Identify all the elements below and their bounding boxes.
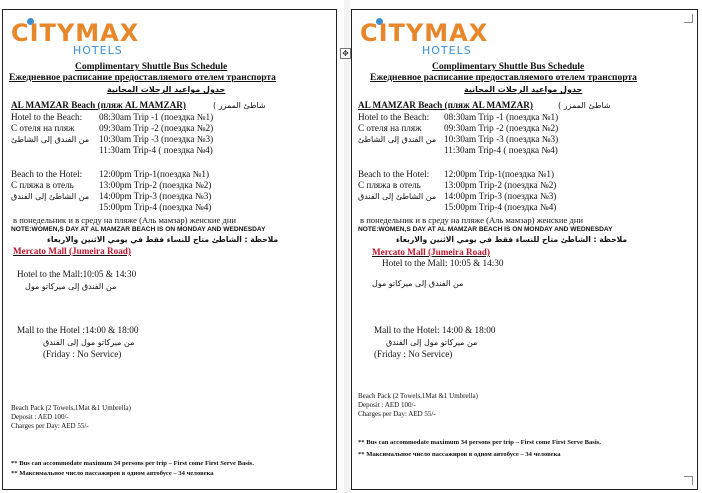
friday-note xyxy=(43,349,121,360)
to-beach-trip-1-2: 08:30am Trip -1 (поездка №1) xyxy=(444,112,559,122)
charges-2: Charges per Day: AED 55/- xyxy=(358,410,436,418)
to-hotel-trip-1-2: 12:00pm Trip-1(поездка №1) xyxy=(444,169,555,179)
note-ru-2: ** Максимальное число пассажиров в одном автобусе – 34 человека xyxy=(358,451,561,458)
friday-text-2: (Friday : No Service) xyxy=(374,349,453,359)
title-ru-2: Ежедневное расписание предоставляемого отелем транспорта xyxy=(370,73,637,83)
to-hotel-trip-4-2: 15:00pm Trip-4 (поездка №4) xyxy=(444,202,557,212)
citymax-logo-2 xyxy=(360,19,489,58)
citymax-logo xyxy=(11,19,140,58)
to-beach-label-1-2: Hotel to the Beach: xyxy=(358,112,430,122)
hotel-to-mall-2: Hotel to the Mall: 10:05 & 14:30 xyxy=(382,258,504,268)
hotel-to-mall-ar: من الفندق إلى ميركاتو مول xyxy=(25,282,117,291)
note-en: ** Bus can accommodate maximum 34 persons per trip – First come First Serve Basis. xyxy=(11,460,254,467)
to-beach-trip-4-2: 11:30am Trip-4 ( поездка №4) xyxy=(444,145,558,155)
ladies-ar-2: ملاحظة : الشاطئ متاح للنساء فقط في يومي الاثنين والاربعاء xyxy=(396,235,628,244)
mall-to-hotel-ar-2: من ميركاتو مول إلى الفندق xyxy=(386,338,478,347)
logo-brand-2: CITYMAX xyxy=(360,19,489,47)
to-hotel-trip-2: 13:00pm Trip-2 (поездка №2) xyxy=(99,180,212,190)
deposit: Deposit : AED 100/- xyxy=(11,413,69,421)
ladies-en: NOTE:WOMEN,S DAY AT AL MAMZAR BEACH IS ON MONDAY AND WEDNESDAY xyxy=(11,226,266,233)
to-hotel-label-2: С пляжа в отель xyxy=(11,180,74,190)
to-beach-trip-3-2: 10:30am Trip -3 (поездка №3) xyxy=(444,134,559,144)
to-beach-trip-2-2: 09:30am Trip -2 (поездка №2) xyxy=(444,123,559,133)
hotel-to-mall: Hotel to the Mall:10:05 & 14:30 xyxy=(17,269,137,279)
to-hotel-trip-4: 15:00pm Trip-4 (поездка №4) xyxy=(99,202,212,212)
friday-note-2 xyxy=(374,349,452,360)
to-beach-trip-4: 11:30am Trip-4 ( поездка №4) xyxy=(99,145,213,155)
ladies-ru: в понедельник и в среду на пляже (Аль мамзар) женские дни xyxy=(13,215,237,225)
beach-heading-ar: ( شاطئ الممزر xyxy=(213,101,266,110)
to-hotel-label-1-2: Beach to the Hotel: xyxy=(358,169,430,179)
to-hotel-label-3: من الشاطئ إلى الفندق xyxy=(11,192,90,201)
document-page-right xyxy=(351,9,698,490)
to-beach-trip-3: 10:30am Trip -3 (поездка №3) xyxy=(99,134,214,144)
to-hotel-label-2-2: С пляжа в отель xyxy=(358,180,421,190)
table-move-handle[interactable]: ✥ xyxy=(340,48,351,59)
logo-sub: HOTELS xyxy=(73,44,123,57)
to-hotel-trip-2-2: 13:00pm Trip-2 (поездка №2) xyxy=(444,180,557,190)
friday-text: (Friday : No Service) xyxy=(43,349,122,359)
title-en: Complimentary Shuttle Bus Schedule xyxy=(75,62,228,72)
to-hotel-label-1: Beach to the Hotel: xyxy=(11,169,83,179)
to-beach-label-2: С отеля на пляж xyxy=(11,123,75,133)
beach-heading-ar-2: ( شاطئ الممزر xyxy=(558,101,611,110)
beach-pack-2: Beach Pack (2 Towels,1Mat &1 Umbrella) xyxy=(358,392,478,400)
title-ar-2: جدول مواعيد الرحلات المجانية xyxy=(464,85,583,94)
ladies-ru-2: в понедельник и в среду на пляже (Аль мамзар) женские дни xyxy=(360,215,584,225)
mall-to-hotel: Mall to the Hotel :14:00 & 18:00 xyxy=(17,325,139,335)
to-beach-label-3: من الفندق إلى الشاطئ xyxy=(11,135,90,144)
mall-heading xyxy=(13,246,131,257)
to-beach-trip-1: 08:30am Trip -1 (поездка №1) xyxy=(99,112,214,122)
ladies-ar: ملاحظة : الشاطئ متاح للنساء فقط في يومي الاثنين والاربعاء xyxy=(47,235,279,244)
title-ar: جدول مواعيد الرحلات المجانية xyxy=(107,85,226,94)
to-hotel-trip-1: 12:00pm Trip-1(поездка №1) xyxy=(99,169,210,179)
crop-mark-bottom xyxy=(684,476,693,485)
logo-sub-2: HOTELS xyxy=(422,44,472,57)
note-ru: ** Максимальное число пассажиров в одном автобусе – 34 человека xyxy=(11,470,214,477)
deposit-2: Deposit : AED 100/- xyxy=(358,401,416,409)
logo-brand: CITYMAX xyxy=(11,19,140,47)
beach-pack: Beach Pack (2 Towels,1Mat &1 Umbrella) xyxy=(11,404,131,412)
to-beach-label-3-2: من الفندق إلى الشاطئ xyxy=(358,135,437,144)
title-en-2: Complimentary Shuttle Bus Schedule xyxy=(432,62,585,72)
mall-heading-2 xyxy=(372,247,490,258)
to-beach-trip-2: 09:30am Trip -2 (поездка №2) xyxy=(99,123,214,133)
to-hotel-trip-3: 14:00pm Trip-3 (поездка №3) xyxy=(99,191,212,201)
beach-heading-2: AL MAMZAR Beach (пляж AL MAMZAR) xyxy=(358,100,533,110)
mall-heading-text: Mercato Mall (Jumeira Road) xyxy=(13,246,131,256)
document-page-left xyxy=(2,9,337,490)
to-beach-label-2-2: С отеля на пляж xyxy=(358,123,422,133)
charges: Charges per Day: AED 55/- xyxy=(11,422,89,430)
mall-to-hotel-2: Mall to the Hotel: 14:00 & 18:00 xyxy=(374,325,496,335)
hotel-to-mall-ar-2: من الفندق إلى ميركاتو مول xyxy=(372,279,464,288)
page-gutter xyxy=(344,0,350,493)
note-en-2: ** Bus can accommodate maximum 34 persons per trip – First come First Serve Basis. xyxy=(358,439,601,446)
mall-to-hotel-ar: من ميركاتو مول إلى الفندق xyxy=(43,338,135,347)
mall-heading-text-2: Mercato Mall (Jumeira Road) xyxy=(372,247,490,257)
beach-heading: AL MAMZAR Beach (пляж AL MAMZAR) xyxy=(11,100,186,110)
to-beach-label-1: Hotel to the Beach: xyxy=(11,112,83,122)
crop-mark xyxy=(684,14,693,23)
to-hotel-label-3-2: من الشاطئ إلى الفندق xyxy=(358,192,437,201)
ladies-en-2: NOTE:WOMEN,S DAY AT AL MAMZAR BEACH IS ON MONDAY AND WEDNESDAY xyxy=(358,226,613,233)
to-hotel-trip-3-2: 14:00pm Trip-3 (поездка №3) xyxy=(444,191,557,201)
title-ru: Ежедневное расписание предоставляемого отелем транспорта xyxy=(9,73,276,83)
